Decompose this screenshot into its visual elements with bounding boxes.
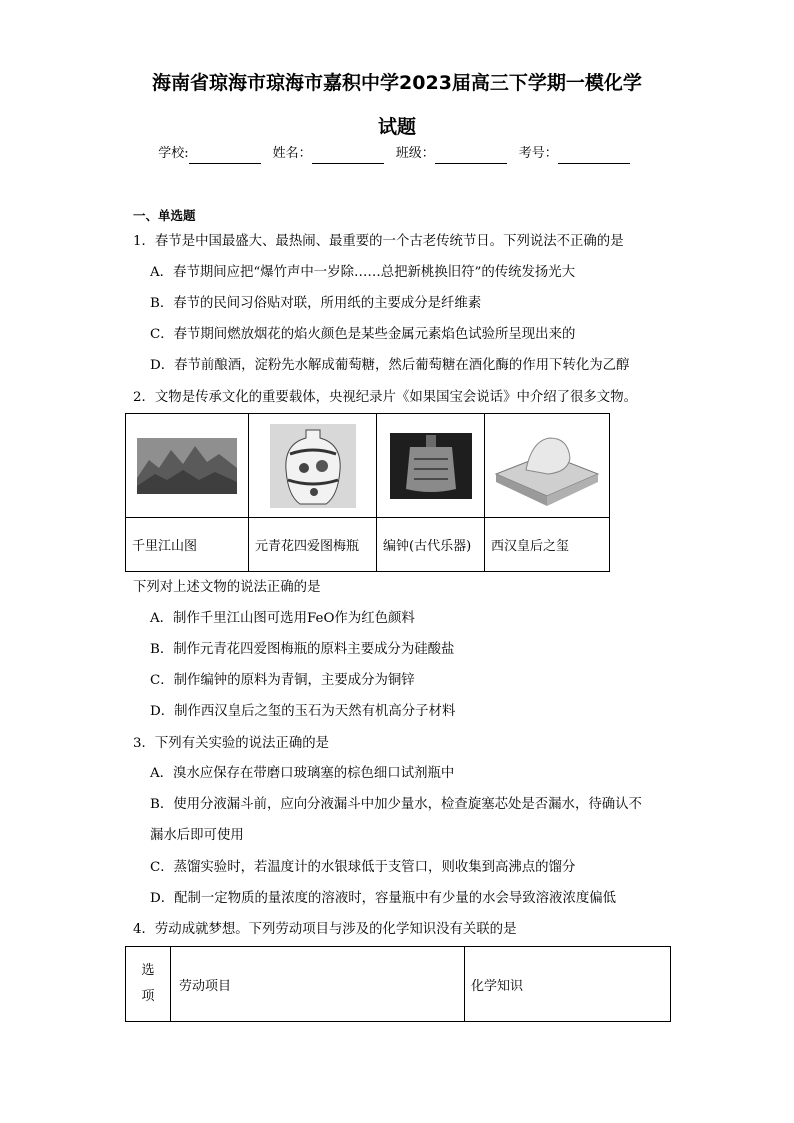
artifact-caption: 西汉皇后之玺	[485, 518, 610, 572]
q4-header-chem: 化学知识	[465, 947, 671, 1022]
jade-seal-image	[492, 424, 602, 508]
q4-header-labor: 劳动项目	[171, 947, 465, 1022]
name-field[interactable]	[273, 144, 390, 164]
artifact-image-cell	[249, 414, 377, 518]
q2-option-d: D．制作西汉皇后之玺的玉石为天然有机高分子材料	[150, 704, 456, 719]
q4-header-option	[126, 947, 171, 1022]
q4-table	[125, 946, 671, 1022]
bronze-bell-image	[390, 433, 472, 499]
number-blank[interactable]	[558, 147, 630, 164]
artifact-image-cell	[126, 414, 249, 518]
artifact-table	[125, 413, 610, 572]
exam-title-line1: 海南省琼海市琼海市嘉积中学2023届高三下学期一模化学	[152, 72, 642, 94]
q1-option-a: A．春节期间应把“爆竹声中一岁除……总把新桃换旧符”的传统发扬光大	[150, 265, 576, 280]
q3-option-a: A．溴水应保存在带磨口玻璃塞的棕色细口试剂瓶中	[150, 766, 455, 781]
q1-option-b: B．春节的民间习俗贴对联，所用纸的主要成分是纤维素	[150, 296, 482, 311]
class-label: 班级：	[395, 146, 435, 161]
q2-option-b: B．制作元青花四爱图梅瓶的原料主要成分为硅酸盐	[150, 642, 455, 657]
number-label: 考号：	[518, 146, 558, 161]
q3-option-b-line2: 漏水后即可使用	[150, 828, 244, 843]
student-info-fields	[0, 144, 794, 164]
q3-option-d: D．配制一定物质的量浓度的溶液时，容量瓶中有少量的水会导致溶液浓度偏低	[150, 891, 617, 906]
section-heading: 一、单选题	[133, 208, 196, 223]
q4-header-option-line1: 选	[141, 963, 155, 978]
q1-option-c: C．春节期间燃放烟花的焰火颜色是某些金属元素焰色试验所呈现出来的	[150, 327, 576, 342]
artifact-caption: 千里江山图	[126, 518, 249, 572]
artifact-caption: 编钟(古代乐器)	[377, 518, 485, 572]
q2-stem: 2．文物是传承文化的重要载体，央视纪录片《如果国宝会说话》中介绍了很多文物。	[133, 390, 637, 405]
school-blank[interactable]	[189, 147, 261, 164]
school-field[interactable]	[158, 144, 266, 164]
q2-option-a: A．制作千里江山图可选用FeO作为红色颜料	[150, 611, 415, 626]
q2-lead: 下列对上述文物的说法正确的是	[133, 580, 321, 595]
artifact-caption: 元青花四爱图梅瓶	[249, 518, 377, 572]
q1-option-d: D．春节前酿酒，淀粉先水解成葡萄糖，然后葡萄糖在酒化酶的作用下转化为乙醇	[150, 358, 630, 373]
class-field[interactable]	[396, 144, 513, 164]
q4-stem: 4．劳动成就梦想。下列劳动项目与涉及的化学知识没有关联的是	[133, 922, 517, 937]
q2-option-c: C．制作编钟的原料为青铜，主要成分为铜锌	[150, 673, 415, 688]
exam-title-line2: 试题	[377, 116, 416, 138]
q3-option-b-line1: B．使用分液漏斗前，应向分液漏斗中加少量水，检查旋塞芯处是否漏水，待确认不	[150, 797, 642, 812]
school-label: 学校:	[158, 146, 189, 161]
class-blank[interactable]	[435, 147, 507, 164]
landscape-painting-image	[137, 438, 237, 494]
q3-stem: 3．下列有关实验的说法正确的是	[133, 736, 329, 751]
q4-header-option-line2: 项	[141, 989, 155, 1004]
number-field[interactable]	[519, 144, 636, 164]
porcelain-vase-image	[270, 424, 356, 508]
artifact-image-cell	[485, 414, 610, 518]
artifact-image-cell	[377, 414, 485, 518]
q3-option-c: C．蒸馏实验时，若温度计的水银球低于支管口，则收集到高沸点的馏分	[150, 860, 576, 875]
name-label: 姓名：	[272, 146, 312, 161]
q1-stem: 1．春节是中国最盛大、最热闹、最重要的一个古老传统节日。下列说法不正确的是	[133, 234, 624, 249]
name-blank[interactable]	[312, 147, 384, 164]
